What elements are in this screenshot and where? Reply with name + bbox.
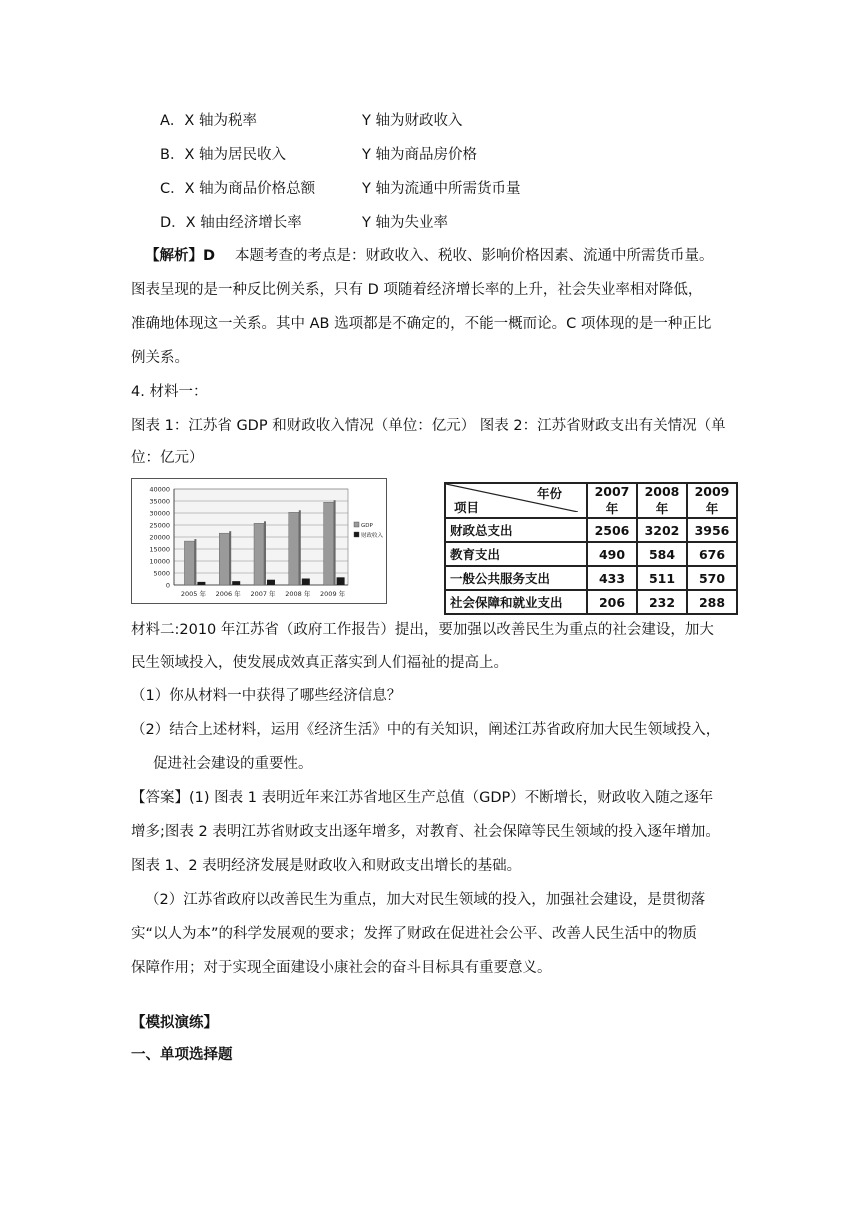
analysis-line: 本题考查的考点是：财政收入、税收、影响价格因素、流通中所需货币量。: [235, 248, 714, 264]
answer-line: （2）江苏省政府以改善民生为重点，加大对民生领域的投入，加强社会建设，是贯彻落: [145, 892, 706, 908]
gdp-bar-side: [264, 521, 266, 585]
revenue-bar: [232, 581, 240, 585]
analysis-line: 准确地体现这一关系。其中 AB 选项都是不确定的，不能一概而论。C 项体现的是一种正比: [131, 316, 712, 332]
gdp-bar-side: [299, 510, 301, 585]
option-b-x: B．X 轴为居民收入: [160, 147, 286, 163]
corner-item-label: 项目: [454, 500, 480, 515]
material-two: 材料二:2010 年江苏省（政府工作报告）提出，要加强以改善民生为重点的社会建设，加大: [131, 622, 714, 638]
table-row: [445, 566, 737, 590]
gdp-bar: [324, 502, 334, 585]
corner-year-label: 年份: [536, 486, 562, 501]
answer-line: 实“以人为本”的科学发展观的要求；发挥了财政在促进社会公平、改善人民生活中的物质: [131, 926, 698, 942]
answer-line: 【答案】(1) 图表 1 表明近年来江苏省地区生产总值（GDP）不断增长，财政收入随之逐年: [131, 790, 714, 806]
sub-question-2: 促进社会建设的重要性。: [153, 756, 313, 772]
table-cell: 232: [637, 590, 687, 614]
gdp-bar-side: [229, 531, 231, 585]
table-cell: 490: [587, 542, 637, 566]
option-a-y: Y 轴为财政收入: [362, 113, 463, 129]
table-cell: 2506: [587, 518, 637, 542]
expenditure-table: [444, 482, 738, 610]
option-b-y: Y 轴为商品房价格: [362, 147, 477, 163]
table-cell: 570: [687, 566, 737, 590]
table-corner-header: [445, 483, 587, 518]
table-cell: 3202: [637, 518, 687, 542]
year-header: 2009 年: [687, 483, 737, 518]
option-c-x: C．X 轴为商品价格总额: [160, 181, 316, 197]
revenue-bar: [197, 582, 205, 585]
option-d-x: D．X 轴由经济增长率: [160, 215, 302, 231]
y-tick-label: 5000: [153, 569, 170, 578]
y-tick-label: 35000: [149, 497, 170, 506]
question-heading: 4. 材料一：: [131, 384, 208, 400]
row-label: 教育支出: [445, 542, 587, 566]
revenue-bar: [302, 579, 310, 585]
y-tick-label: 30000: [149, 509, 170, 518]
y-tick-label: 15000: [149, 545, 170, 554]
chart-canvas: [132, 479, 386, 603]
y-tick-label: 10000: [149, 557, 170, 566]
row-label: 财政总支出: [445, 518, 587, 542]
revenue-bar: [267, 580, 275, 585]
gdp-bar: [219, 533, 229, 585]
x-tick-label: 2007 年: [250, 590, 276, 598]
x-tick-label: 2008 年: [285, 590, 311, 598]
sub-question-2: （2）结合上述材料，运用《经济生活》中的有关知识，阐述江苏省政府加大民生领域投入，: [131, 722, 721, 738]
analysis-tag: 【解析】D: [145, 248, 216, 264]
answer-line: 增多;图表 2 表明江苏省财政支出逐年增多，对教育、社会保障等民生领域的投入逐年增加。: [131, 824, 720, 840]
year-header: 2007 年: [587, 483, 637, 518]
figure-caption: 图表 1：江苏省 GDP 和财政收入情况（单位：亿元） 图表 2：江苏省财政支出有关情况（单: [131, 418, 726, 434]
row-label: 社会保障和就业支出: [445, 590, 587, 614]
table-cell: 511: [637, 566, 687, 590]
gdp-revenue-chart: [131, 478, 387, 604]
table-row: [445, 518, 737, 542]
gdp-bar-side: [194, 539, 196, 585]
option-d-y: Y 轴为失业率: [362, 215, 448, 231]
table-cell: 676: [687, 542, 737, 566]
option-c-y: Y 轴为流通中所需货币量: [362, 181, 521, 197]
analysis-line: 图表呈现的是一种反比例关系，只有 D 项随着经济增长率的上升，社会失业率相对降低，: [131, 282, 703, 298]
table-row: [445, 542, 737, 566]
table-cell: 288: [687, 590, 737, 614]
y-tick-label: 20000: [149, 533, 170, 542]
year-header: 2008 年: [637, 483, 687, 518]
gdp-bar: [184, 541, 194, 585]
row-label: 一般公共服务支出: [445, 566, 587, 590]
y-tick-label: 0: [165, 581, 170, 590]
table-cell: 206: [587, 590, 637, 614]
gdp-bar: [289, 512, 299, 585]
x-tick-label: 2006 年: [215, 590, 241, 598]
table-row: [445, 590, 737, 614]
x-tick-label: 2005 年: [180, 590, 206, 598]
legend-label: GDP: [361, 523, 373, 529]
answer-line: 图表 1、2 表明经济发展是财政收入和财政支出增长的基础。: [131, 858, 522, 874]
section-subtitle: 一、单项选择题: [131, 1047, 233, 1063]
table-cell: 584: [637, 542, 687, 566]
section-title: 【模拟演练】: [131, 1015, 218, 1031]
sub-question-1: （1）你从材料一中获得了哪些经济信息？: [131, 688, 402, 704]
y-tick-label: 40000: [149, 485, 170, 494]
revenue-bar: [337, 577, 345, 585]
material-two: 民生领域投入，使发展成效真正落实到人们福祉的提高上。: [131, 655, 508, 671]
legend-label: 财政收入: [361, 533, 384, 539]
answer-line: 保障作用；对于实现全面建设小康社会的奋斗目标具有重要意义。: [131, 960, 552, 976]
table-cell: 433: [587, 566, 637, 590]
gdp-bar-side: [334, 500, 336, 585]
y-tick-label: 25000: [149, 521, 170, 530]
table-cell: 3956: [687, 518, 737, 542]
option-a-x: A．X 轴为税率: [160, 113, 257, 129]
analysis-line: 例关系。: [131, 350, 189, 366]
x-tick-label: 2009 年: [320, 590, 346, 598]
legend-swatch: [354, 532, 359, 537]
figure-caption: 位：亿元）: [131, 450, 204, 466]
gdp-bar: [254, 523, 264, 585]
legend-swatch: [354, 522, 359, 527]
